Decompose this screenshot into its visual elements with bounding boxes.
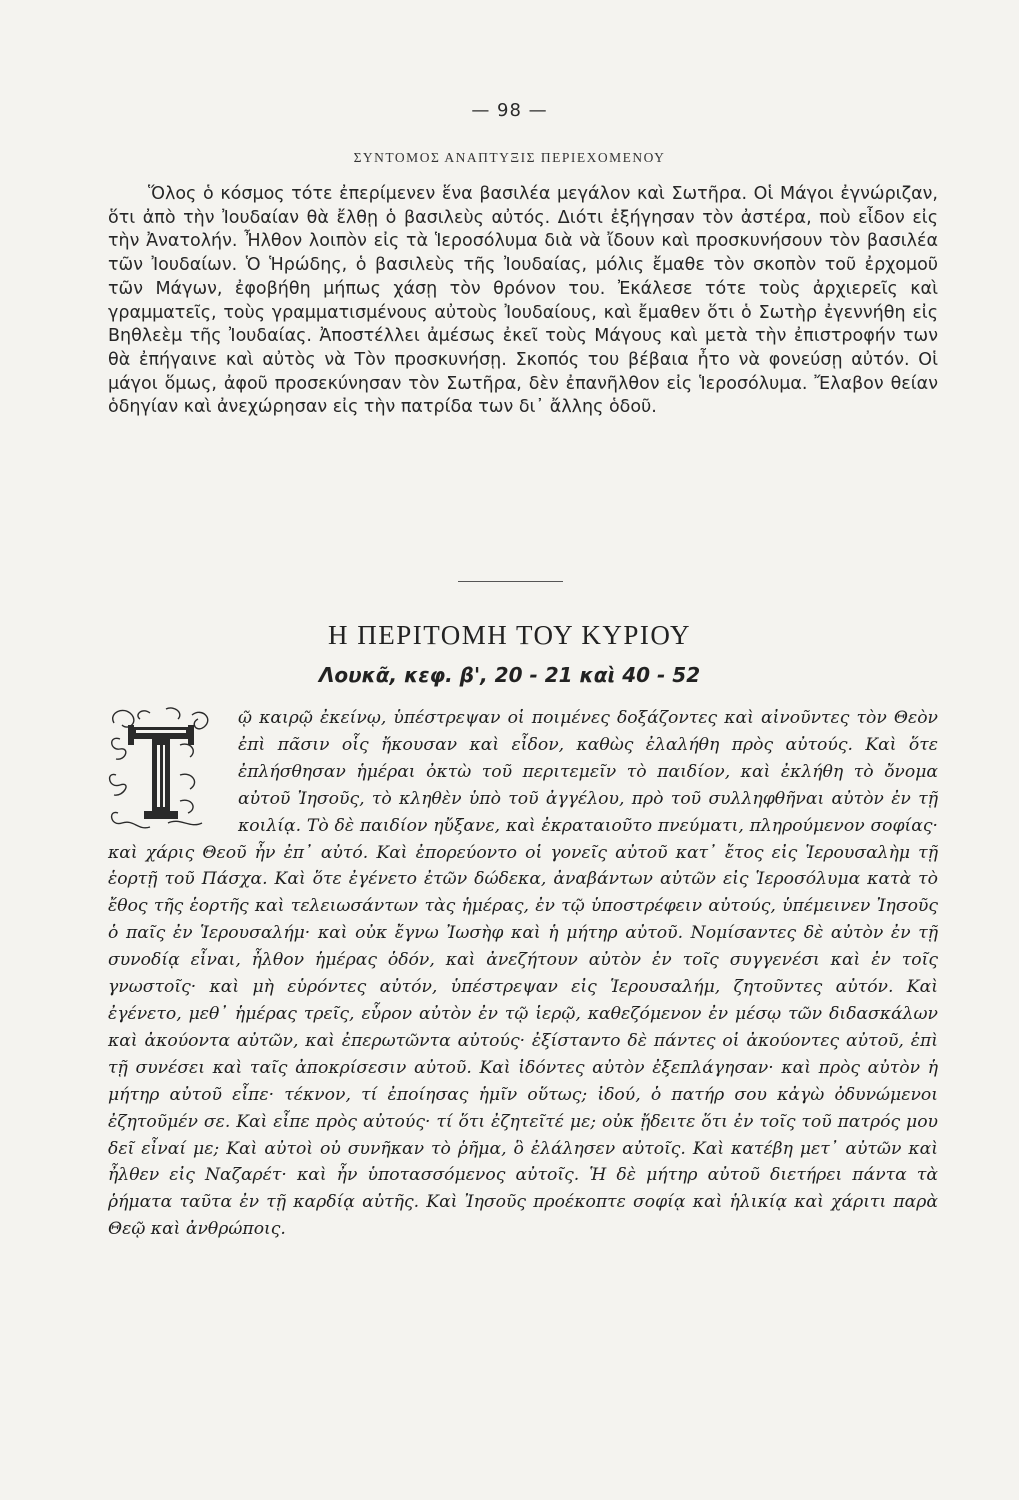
gospel-passage-text: ῷ καιρῷ ἐκείνῳ, ὑπέστρεψαν οἱ ποιμένες δοξάζοντες καὶ αἰνοῦντες τὸν Θεὸν ἐπὶ πᾶσιν οἷς ἤκουσαν καὶ εἶδον, καθὼς ἐλαλήθη πρὸς αὐτούς. Καὶ ὅτε ἐπλήσθησαν ἡμέραι ὀκτὼ τοῦ περιτεμεῖν τὸ παιδίον, καὶ ἐκλήθη τὸ ὄνομα αὐτοῦ Ἰησοῦς, τὸ κληθὲν ὑπὸ τοῦ ἀγγέλου, πρὸ τοῦ συλληφθῆναι αὐτὸν ἐν τῇ κοιλίᾳ. Τὸ δὲ παιδίον ηὔξανε, καὶ ἐκραταιοῦτο πνεύματι, πληρούμενον σοφίας· καὶ χάρις Θεοῦ ἦν ἐπ᾽ αὐτό. Καὶ ἐπορεύοντο οἱ γονεῖς αὐτοῦ κατ᾽ ἔτος εἰς Ἱερουσαλὴμ τῇ ἑορτῇ τοῦ Πάσχα. Καὶ ὅτε ἐγένετο ἐτῶν δώδεκα, ἀναβάντων αὐτῶν εἰς Ἱεροσόλυμα κατὰ τὸ ἔθος τῆς ἑορτῆς καὶ τελειωσάντων τὰς ἡμέρας, ἐν τῷ ὑποστρέφειν αὐτούς, ὑπέμεινεν Ἰησοῦς ὁ παῖς ἐν Ἱερουσαλήμ· καὶ οὐκ ἔγνω Ἰωσὴφ καὶ ἡ μήτηρ αὐτοῦ. Νομίσαντες δὲ αὐτὸν ἐν τῇ συνοδίᾳ εἶναι, ἦλθον ἡμέρας ὁδόν, καὶ ἀνεζήτουν αὐτὸν ἐν τοῖς συγγενέσι καὶ ἐν τοῖς γνωστοῖς· καὶ μὴ εὑρόντες αὐτόν, ὑπέστρεψαν εἰς Ἱερουσαλήμ, ζητοῦντες αὐτόν. Καὶ ἐγένετο, μεθ᾽ ἡμέρας τρεῖς, εὗρον αὐτὸν ἐν τῷ ἱερῷ, καθεζόμενον ἐν μέσῳ τῶν διδασκάλων καὶ ἀκούοντα αὐτῶν, καὶ ἐπερωτῶντα αὐτούς· ἐξίσταντο δὲ πάντες οἱ ἀκούοντες αὐτοῦ, ἐπὶ τῇ συνέσει καὶ ταῖς ἀποκρίσεσιν αὐτοῦ. Καὶ ἰδόντες αὐτὸν ἐξεπλάγησαν· καὶ πρὸς αὐτὸν ἡ μήτηρ αὐτοῦ εἶπε· τέκνον, τί ἐποίησας ἡμῖν οὕτως; ἰδού, ὁ πατήρ σου κἀγὼ ὀδυνώμενοι ἐζητοῦμέν σε. Καὶ εἶπε πρὸς αὐτούς· τί ὅτι ἐζητεῖτέ με; οὐκ ᾔδειτε ὅτι ἐν τοῖς τοῦ πατρός μου δεῖ εἶναί με; Καὶ αὐτοὶ οὐ συνῆκαν τὸ ῥῆμα, ὃ ἐλάλησεν αὐτοῖς. Καὶ κατέβη μετ᾽ αὐτῶν καὶ ἦλθεν εἰς Ναζαρέτ· καὶ ἦν ὑποτασσόμενος αὐτοῖς. Ἡ δὲ μήτηρ αὐτοῦ διετήρει πάντα τὰ ῥήματα ταῦτα ἐν τῇ καρδίᾳ αὐτῆς. Καὶ Ἰησοῦς προέκοπτε σοφίᾳ καὶ ἡλικίᾳ καὶ χάριτι παρὰ Θεῷ καὶ ἀνθρώποις. (108, 708, 938, 1240)
section-divider (458, 581, 563, 582)
dropcap-spacer (108, 705, 238, 833)
gospel-passage (108, 705, 938, 1243)
page-number: — 98 — (471, 100, 548, 121)
chapter-title: Η ΠΕΡΙΤΟΜΗ ΤΟΥ ΚΥΡΙΟΥ (327, 620, 692, 650)
running-head: ΣΥΝΤΟΜΟΣ ΑΝΑΠΤΥΞΙΣ ΠΕΡΙΕΧΟΜΕΝΟΥ (353, 150, 666, 165)
summary-paragraph: Ὅλος ὁ κόσμος τότε ἐπερίμενεν ἕνα βασιλέα μεγάλον καὶ Σωτῆρα. Οἱ Μάγοι ἐγνώριζαν, ὅτι ἀπὸ τὴν Ἰουδαίαν θὰ ἔλθῃ ὁ βασιλεὺς αὐτός. Διότι ἐξήγησαν τὸν ἀστέρα, ποὺ εἶδον εἰς τὴν Ἀνατολήν. Ἦλθον λοιπὸν εἰς τὰ Ἱεροσόλυμα διὰ νὰ ἴδουν καὶ προσκυνήσουν τὸν βασιλέα τῶν Ἰουδαίων. Ὁ Ἡρώδης, ὁ βασιλεὺς τῆς Ἰουδαίας, μόλις ἔμαθε τὸν σκοπὸν τοῦ ἐρχομοῦ τῶν Μάγων, ἐφοβήθη μήπως χάσῃ τὸν θρόνον του. Ἐκάλεσε τότε τοὺς ἀρχιερεῖς καὶ γραμματεῖς, τοὺς γραμματισμένους αὐτοὺς Ἰουδαίους, καὶ ἔμαθεν ὅτι ὁ Σωτὴρ ἐγεννήθη εἰς Βηθλεὲμ τῆς Ἰουδαίας. Ἀποστέλλει ἀμέσως ἐκεῖ τοὺς Μάγους καὶ μετὰ τὴν ἐπιστροφήν των θὰ ἐπήγαινε καὶ αὐτὸς νὰ Τὸν προσκυνήσῃ. Σκοπός του βέβαια ἦτο νὰ φονεύσῃ αὐτόν. Οἱ μάγοι ὅμως, ἀφοῦ προσεκύνησαν τὸν Σωτῆρα, δὲν ἐπανῆλθον εἰς Ἱεροσόλυμα. Ἔλαβον θείαν ὁδηγίαν καὶ ἀνεχώρησαν εἰς τὴν πατρίδα των δι᾽ ἄλλης ὁδοῦ. (108, 184, 938, 418)
scripture-reference: Λουκᾶ, κεφ. β', 20 - 21 καὶ 40 - 52 (318, 663, 701, 687)
